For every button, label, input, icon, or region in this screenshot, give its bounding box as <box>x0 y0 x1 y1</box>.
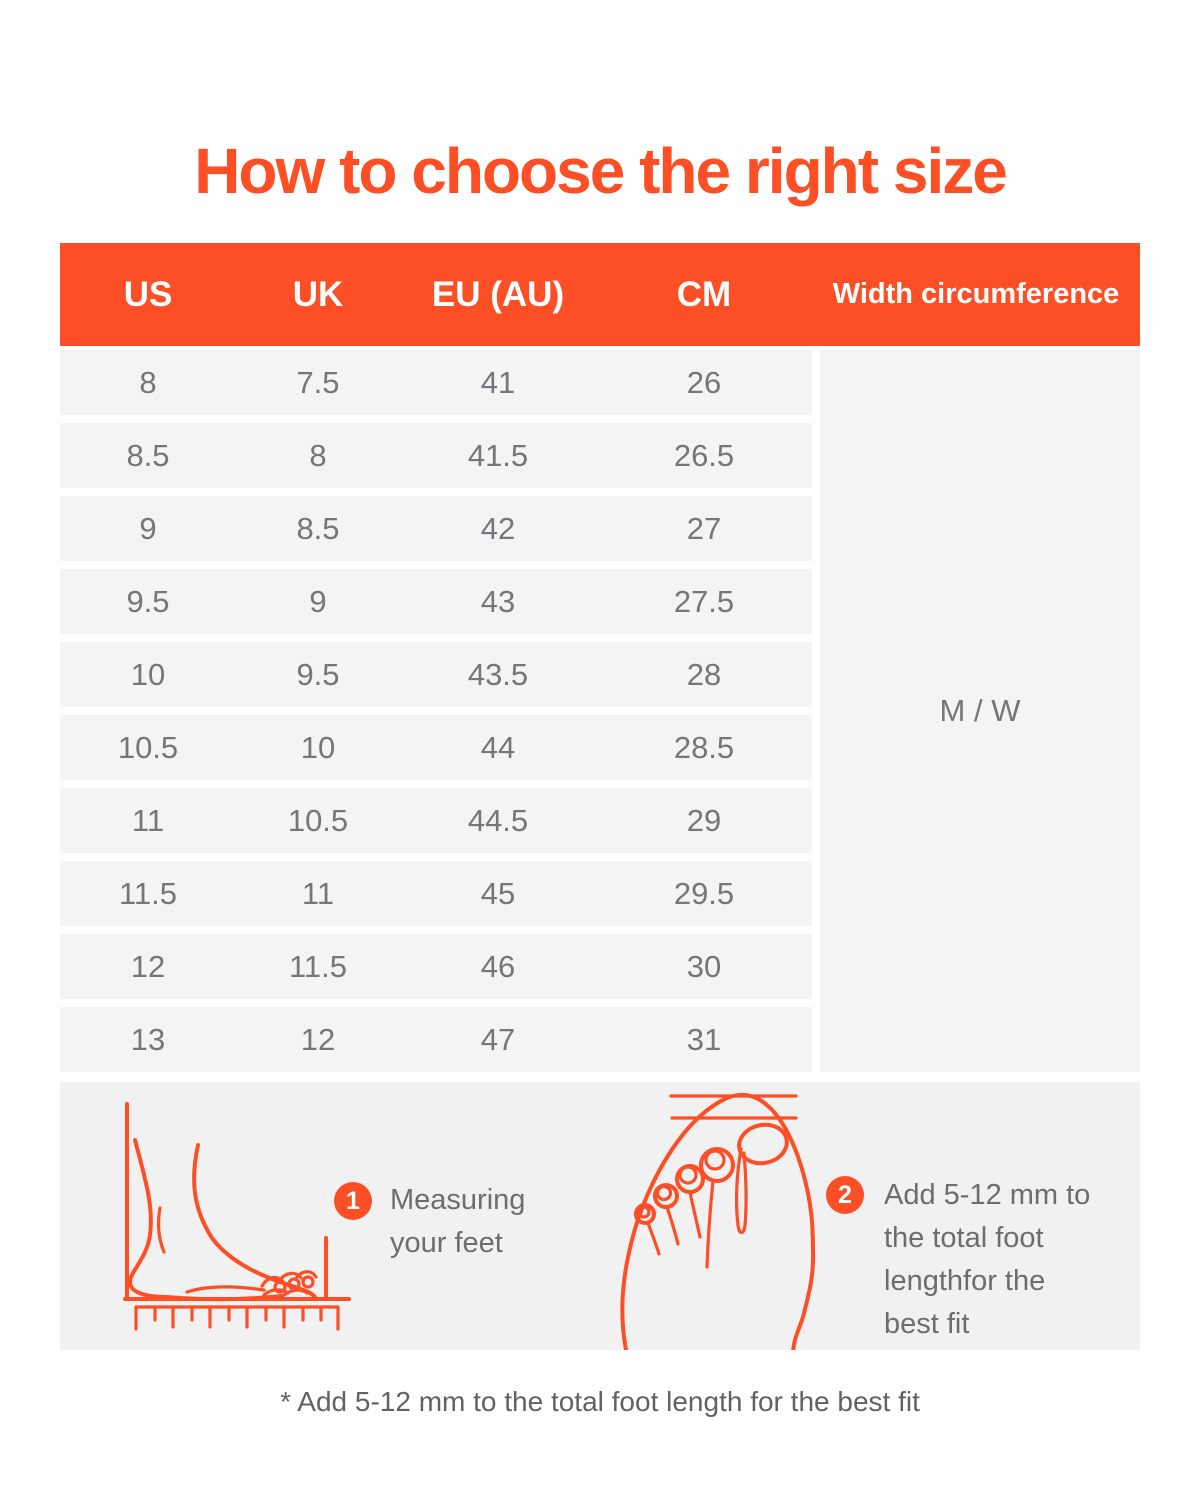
col-header-eu-au: EU (AU) <box>431 274 565 314</box>
col-header-cm: CM <box>676 274 732 314</box>
cell-uk: 9 <box>309 583 327 619</box>
table-row <box>60 423 812 488</box>
step-2-text: Add 5-12 mm to the total foot lengthfor the best fit <box>884 1179 1091 1340</box>
width-circumference-merged-cell: M / W <box>820 350 1140 1072</box>
table-row <box>60 715 812 780</box>
cell-uk: 9.5 <box>296 656 340 692</box>
ruler-icon <box>136 1307 338 1329</box>
cell-eu: 41.5 <box>467 437 529 473</box>
cell-us: 9.5 <box>126 583 170 619</box>
cell-uk: 8.5 <box>296 510 340 546</box>
cell-uk: 7.5 <box>296 364 340 400</box>
cell-eu: 44 <box>480 729 516 765</box>
cell-uk: 11 <box>301 875 335 911</box>
toe-nail <box>289 1279 299 1289</box>
cell-cm: 31 <box>686 1021 722 1057</box>
toe-nail <box>275 1282 285 1292</box>
foot-top-measure-illustration <box>605 1085 845 1350</box>
table-row <box>60 496 812 561</box>
third-toe-nail <box>680 1167 696 1183</box>
col-header-us: US <box>123 274 173 314</box>
table-row <box>60 642 812 707</box>
little-toe-nail <box>639 1207 649 1217</box>
toe-nail <box>303 1277 313 1287</box>
second-toe-nail <box>706 1151 724 1169</box>
cell-us: 9 <box>139 510 157 546</box>
cell-cm: 26.5 <box>673 437 735 473</box>
size-conversion-table <box>60 243 1140 1072</box>
third-toe-gap <box>690 1192 700 1237</box>
step-1-badge: 1 <box>334 1182 372 1220</box>
cell-us: 10.5 <box>117 729 179 765</box>
cell-eu: 41 <box>480 364 516 400</box>
cell-eu: 43.5 <box>467 656 529 692</box>
col-header-width-circumference: Width circumference <box>832 278 1120 310</box>
foot-side-ruler-illustration <box>112 1090 364 1342</box>
cell-cm: 29 <box>686 802 722 838</box>
cell-cm: 26 <box>686 364 722 400</box>
cell-uk: 10 <box>300 729 336 765</box>
page-title: How to choose the right size <box>194 134 1006 207</box>
cell-eu: 45 <box>480 875 516 911</box>
measuring-instructions-panel <box>60 1082 1140 1350</box>
cell-uk: 12 <box>300 1021 336 1057</box>
cell-eu: 46 <box>480 948 516 984</box>
cell-uk: 10.5 <box>287 802 349 838</box>
cell-uk: 11.5 <box>288 948 348 984</box>
cell-us: 12 <box>130 948 166 984</box>
cell-cm: 27.5 <box>673 583 735 619</box>
cell-us: 10 <box>130 656 166 692</box>
cell-eu: 47 <box>480 1021 516 1057</box>
cell-cm: 27 <box>686 510 722 546</box>
cell-cm: 30 <box>686 948 722 984</box>
second-toe-gap <box>707 1181 713 1267</box>
step-1-text: Measuring your feet <box>390 1184 526 1259</box>
cell-uk: 8 <box>309 437 327 473</box>
cell-cm: 28.5 <box>673 729 735 765</box>
cell-eu: 43 <box>480 583 516 619</box>
cell-us: 11 <box>131 802 165 838</box>
cell-cm: 28 <box>686 656 722 692</box>
footnote: * Add 5-12 mm to the total foot length for the best fit <box>280 1386 920 1417</box>
cell-us: 8.5 <box>126 437 170 473</box>
table-body <box>60 350 1140 1072</box>
step-2-badge: 2 <box>826 1176 864 1214</box>
little-toe-gap <box>648 1223 659 1254</box>
table-row <box>60 350 812 415</box>
cell-us: 13 <box>130 1021 166 1057</box>
ankle-line <box>159 1208 164 1252</box>
cell-eu: 42 <box>480 510 516 546</box>
big-toe-gap <box>737 1149 747 1233</box>
table-rows <box>60 350 812 1072</box>
table-row <box>60 861 812 926</box>
cell-eu: 44.5 <box>467 802 529 838</box>
table-row <box>60 788 812 853</box>
sole-arch-line <box>187 1287 264 1292</box>
col-header-uk: UK <box>292 274 344 314</box>
fourth-toe-gap <box>667 1207 678 1244</box>
table-row <box>60 934 812 999</box>
table-row <box>60 1007 812 1072</box>
cell-cm: 29.5 <box>673 875 735 911</box>
table-row <box>60 569 812 634</box>
cell-us: 8 <box>139 364 157 400</box>
table-header-row <box>60 243 1140 346</box>
cell-us: 11.5 <box>118 875 178 911</box>
fourth-toe-nail <box>658 1187 671 1200</box>
